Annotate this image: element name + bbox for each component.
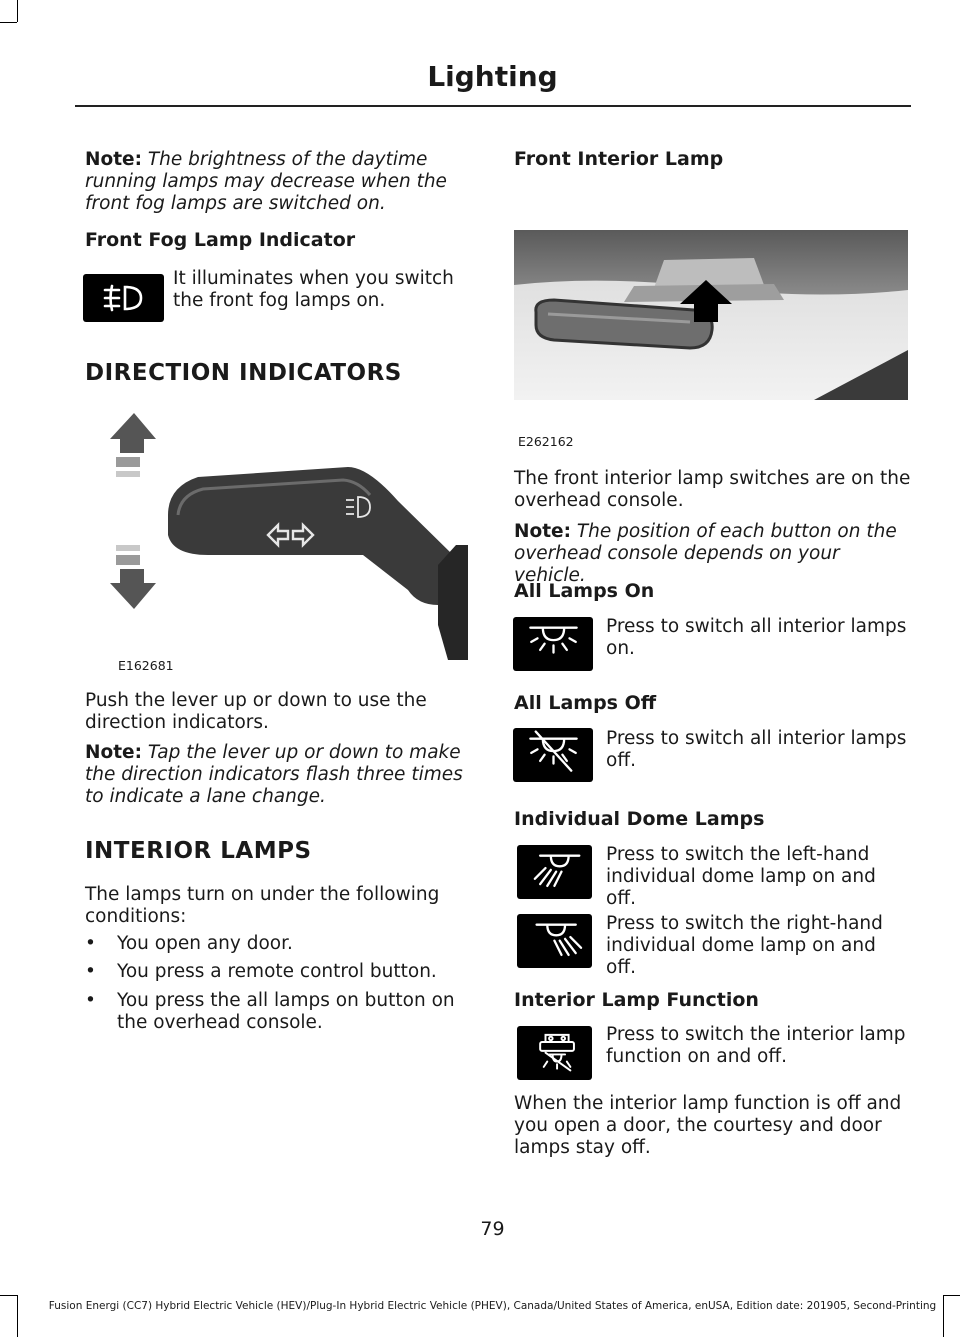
note-text: The position of each button on the overhead console depends on your vehicle. bbox=[514, 521, 897, 586]
edition-info: Fusion Energi (CC7) Hybrid Electric Vehicle (HEV)/Plug-In Hybrid Electric Vehicle (PHEV), Canada/United States of America, enUSA, Edition date: 201905, Second-Printing bbox=[48, 1300, 937, 1312]
turn-signal-lever-figure bbox=[108, 405, 478, 680]
note-lane-change bbox=[85, 742, 480, 808]
crop-mark bbox=[17, 0, 18, 22]
left-dome-text: Press to switch the left-hand individual dome lamp on and off. bbox=[606, 844, 876, 909]
right-dome-lamp-icon bbox=[517, 914, 592, 968]
all-lamps-off-text: Press to switch all interior lamps off. bbox=[606, 728, 907, 771]
front-lamp-text: The front interior lamp switches are on the overhead console. bbox=[514, 468, 911, 511]
direction-indicators-heading: DIRECTION INDICATORS bbox=[85, 360, 402, 386]
note-label: Note: bbox=[85, 149, 142, 170]
crop-mark bbox=[943, 1295, 960, 1296]
interior-lamp-function-icon bbox=[517, 1026, 592, 1080]
note-button-position bbox=[514, 521, 914, 587]
all-lamps-on-text: Press to switch all interior lamps on. bbox=[606, 616, 907, 659]
note-label: Note: bbox=[514, 521, 571, 542]
front-fog-lamp-icon bbox=[83, 274, 164, 322]
direction-figure-code: E162681 bbox=[118, 658, 174, 673]
all-lamps-off-icon bbox=[513, 728, 593, 782]
interior-intro: The lamps turn on under the following conditions: bbox=[85, 884, 440, 927]
fog-indicator-heading: Front Fog Lamp Indicator bbox=[85, 229, 356, 251]
all-lamps-off-heading: All Lamps Off bbox=[514, 692, 657, 714]
page-section-title: Lighting bbox=[427, 60, 558, 93]
all-lamps-on-heading: All Lamps On bbox=[514, 580, 655, 602]
note-label: Note: bbox=[85, 742, 142, 763]
overhead-console-figure bbox=[514, 230, 908, 400]
note-daytime-running-lamps bbox=[85, 149, 480, 215]
interior-lamp-function-text: Press to switch the interior lamp function on and off. bbox=[606, 1024, 906, 1067]
page-number: 79 bbox=[480, 1218, 505, 1240]
all-lamps-on-icon bbox=[513, 617, 593, 671]
direction-text: Push the lever up or down to use the direction indicators. bbox=[85, 690, 427, 733]
header-divider bbox=[75, 105, 911, 107]
interior-lamp-function-heading: Interior Lamp Function bbox=[514, 989, 759, 1011]
interior-lamp-function-after: When the interior lamp function is off and you open a door, the courtesy and door lamps stay off. bbox=[514, 1093, 902, 1158]
interior-lamps-heading: INTERIOR LAMPS bbox=[85, 838, 312, 864]
crop-mark bbox=[0, 1295, 17, 1296]
bullet-marker: • bbox=[85, 933, 96, 954]
front-interior-lamp-heading: Front Interior Lamp bbox=[514, 148, 724, 170]
bullet-item: You press the all lamps on button on the overhead console. bbox=[117, 990, 455, 1033]
crop-mark bbox=[0, 22, 17, 23]
bullet-marker: • bbox=[85, 961, 96, 982]
bullet-item: You press a remote control button. bbox=[117, 961, 437, 982]
fog-indicator-text: It illuminates when you switch the front fog lamps on. bbox=[173, 268, 454, 311]
note-text: Tap the lever up or down to make the direction indicators flash three times to indicate a lane change. bbox=[85, 742, 463, 807]
bullet-marker: • bbox=[85, 990, 96, 1011]
individual-dome-heading: Individual Dome Lamps bbox=[514, 808, 765, 830]
left-dome-lamp-icon bbox=[517, 845, 592, 899]
bullet-item: You open any door. bbox=[117, 933, 293, 954]
note-text: The brightness of the daytime running lamps may decrease when the front fog lamps are switched on. bbox=[85, 149, 447, 214]
front-lamp-figure-code: E262162 bbox=[518, 434, 574, 449]
right-dome-text: Press to switch the right-hand individual dome lamp on and off. bbox=[606, 913, 883, 978]
